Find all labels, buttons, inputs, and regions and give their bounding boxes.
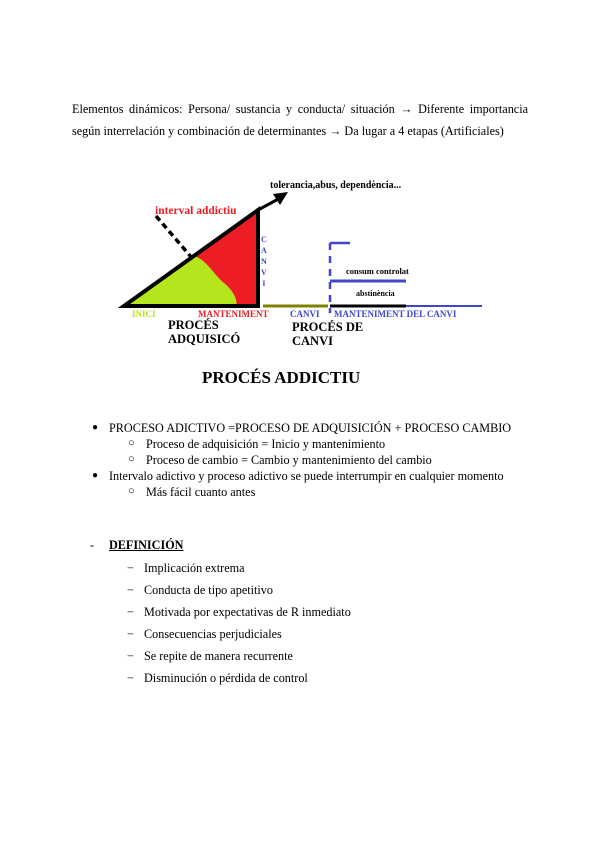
canvi-label: CANVI — [290, 309, 320, 319]
tolerance-arrowhead — [273, 192, 288, 205]
manteniment-label: MANTENIMENT — [198, 309, 269, 319]
proces-canvi-line2: CANVI — [292, 334, 333, 348]
dash-marker: − — [127, 671, 134, 685]
interval-dashed-line — [156, 216, 192, 258]
list-item-text: PROCESO ADICTIVO =PROCESO DE ADQUISICIÓN + PROCESO CAMBIO — [109, 421, 512, 435]
list-item-text: Más fácil cuanto antes — [146, 485, 256, 499]
list-item-text: Implicación extrema — [144, 561, 245, 575]
dash-marker: − — [127, 627, 134, 641]
abstinencia-label: abstinència — [356, 289, 395, 298]
bullet-marker: ○ — [128, 437, 135, 449]
consum-controlat-label: consum controlat — [346, 266, 409, 276]
list-item — [92, 436, 511, 452]
canvi-letter-c: C — [261, 235, 267, 244]
list-item-text: Consecuencias perjudiciales — [144, 627, 282, 641]
bullet-marker: ● — [92, 422, 99, 433]
list-item — [92, 420, 511, 436]
list-item — [92, 484, 511, 500]
interval-label: interval addictiu — [155, 205, 237, 217]
dash-marker: − — [127, 605, 134, 619]
bullet-marker: ○ — [128, 453, 135, 465]
tolerance-label: tolerancia,abus, dependència... — [270, 180, 402, 191]
proces-canvi-line1: PROCÉS DE — [292, 320, 364, 334]
list-item-text: Motivada por expectativas de R inmediato — [144, 605, 351, 619]
list-item-text: Proceso de adquisición = Inicio y mantenimiento — [146, 437, 386, 451]
dash-marker: − — [127, 583, 134, 597]
bullet-marker: ● — [92, 470, 99, 481]
definition-dash: - — [90, 538, 95, 552]
diagram-title: PROCÉS ADDICTIU — [202, 368, 361, 387]
intro-line-2: según interrelación y combinación de determinantes → Da lugar a 4 etapas (Artificiales) — [72, 124, 504, 138]
inici-label: INICI — [132, 309, 156, 319]
canvi-letter-n: N — [261, 257, 267, 266]
canvi-letter-i: I — [262, 279, 266, 288]
canvi-vertical-label — [261, 234, 267, 289]
list-item-text: Disminución o pérdida de control — [144, 671, 308, 685]
intro-line-1: Elementos dinámicos: Persona/ sustancia y conducta/ situación → Diferente importancia — [72, 102, 528, 116]
list-item — [92, 468, 511, 484]
addiction-process-diagram — [110, 175, 510, 353]
list-item-text: Conducta de tipo apetitivo — [144, 583, 273, 597]
canvi-letter-v: V — [261, 268, 267, 277]
dash-marker: − — [127, 561, 134, 575]
proces-adquisicio-line2: ADQUISICÓ — [168, 332, 241, 346]
intro-paragraph — [72, 98, 528, 142]
list-item-text: Intervalo adictivo y proceso adictivo se puede interrumpir en cualquier momento — [109, 469, 504, 483]
list-item-text: Se repite de manera recurrente — [144, 649, 293, 663]
proces-adquisicio-line1: PROCÉS — [168, 318, 219, 332]
list-item-text: Proceso de cambio = Cambio y mantenimiento del cambio — [146, 453, 432, 467]
bullet-list — [92, 420, 511, 500]
list-item — [92, 452, 511, 468]
bullet-marker: ○ — [128, 485, 135, 497]
canvi-letter-a: A — [261, 246, 267, 255]
dash-marker: − — [127, 649, 134, 663]
definition-label: DEFINICIÓN — [109, 538, 184, 552]
manteniment-canvi-label: MANTENIMENT DEL CANVI — [334, 309, 457, 319]
